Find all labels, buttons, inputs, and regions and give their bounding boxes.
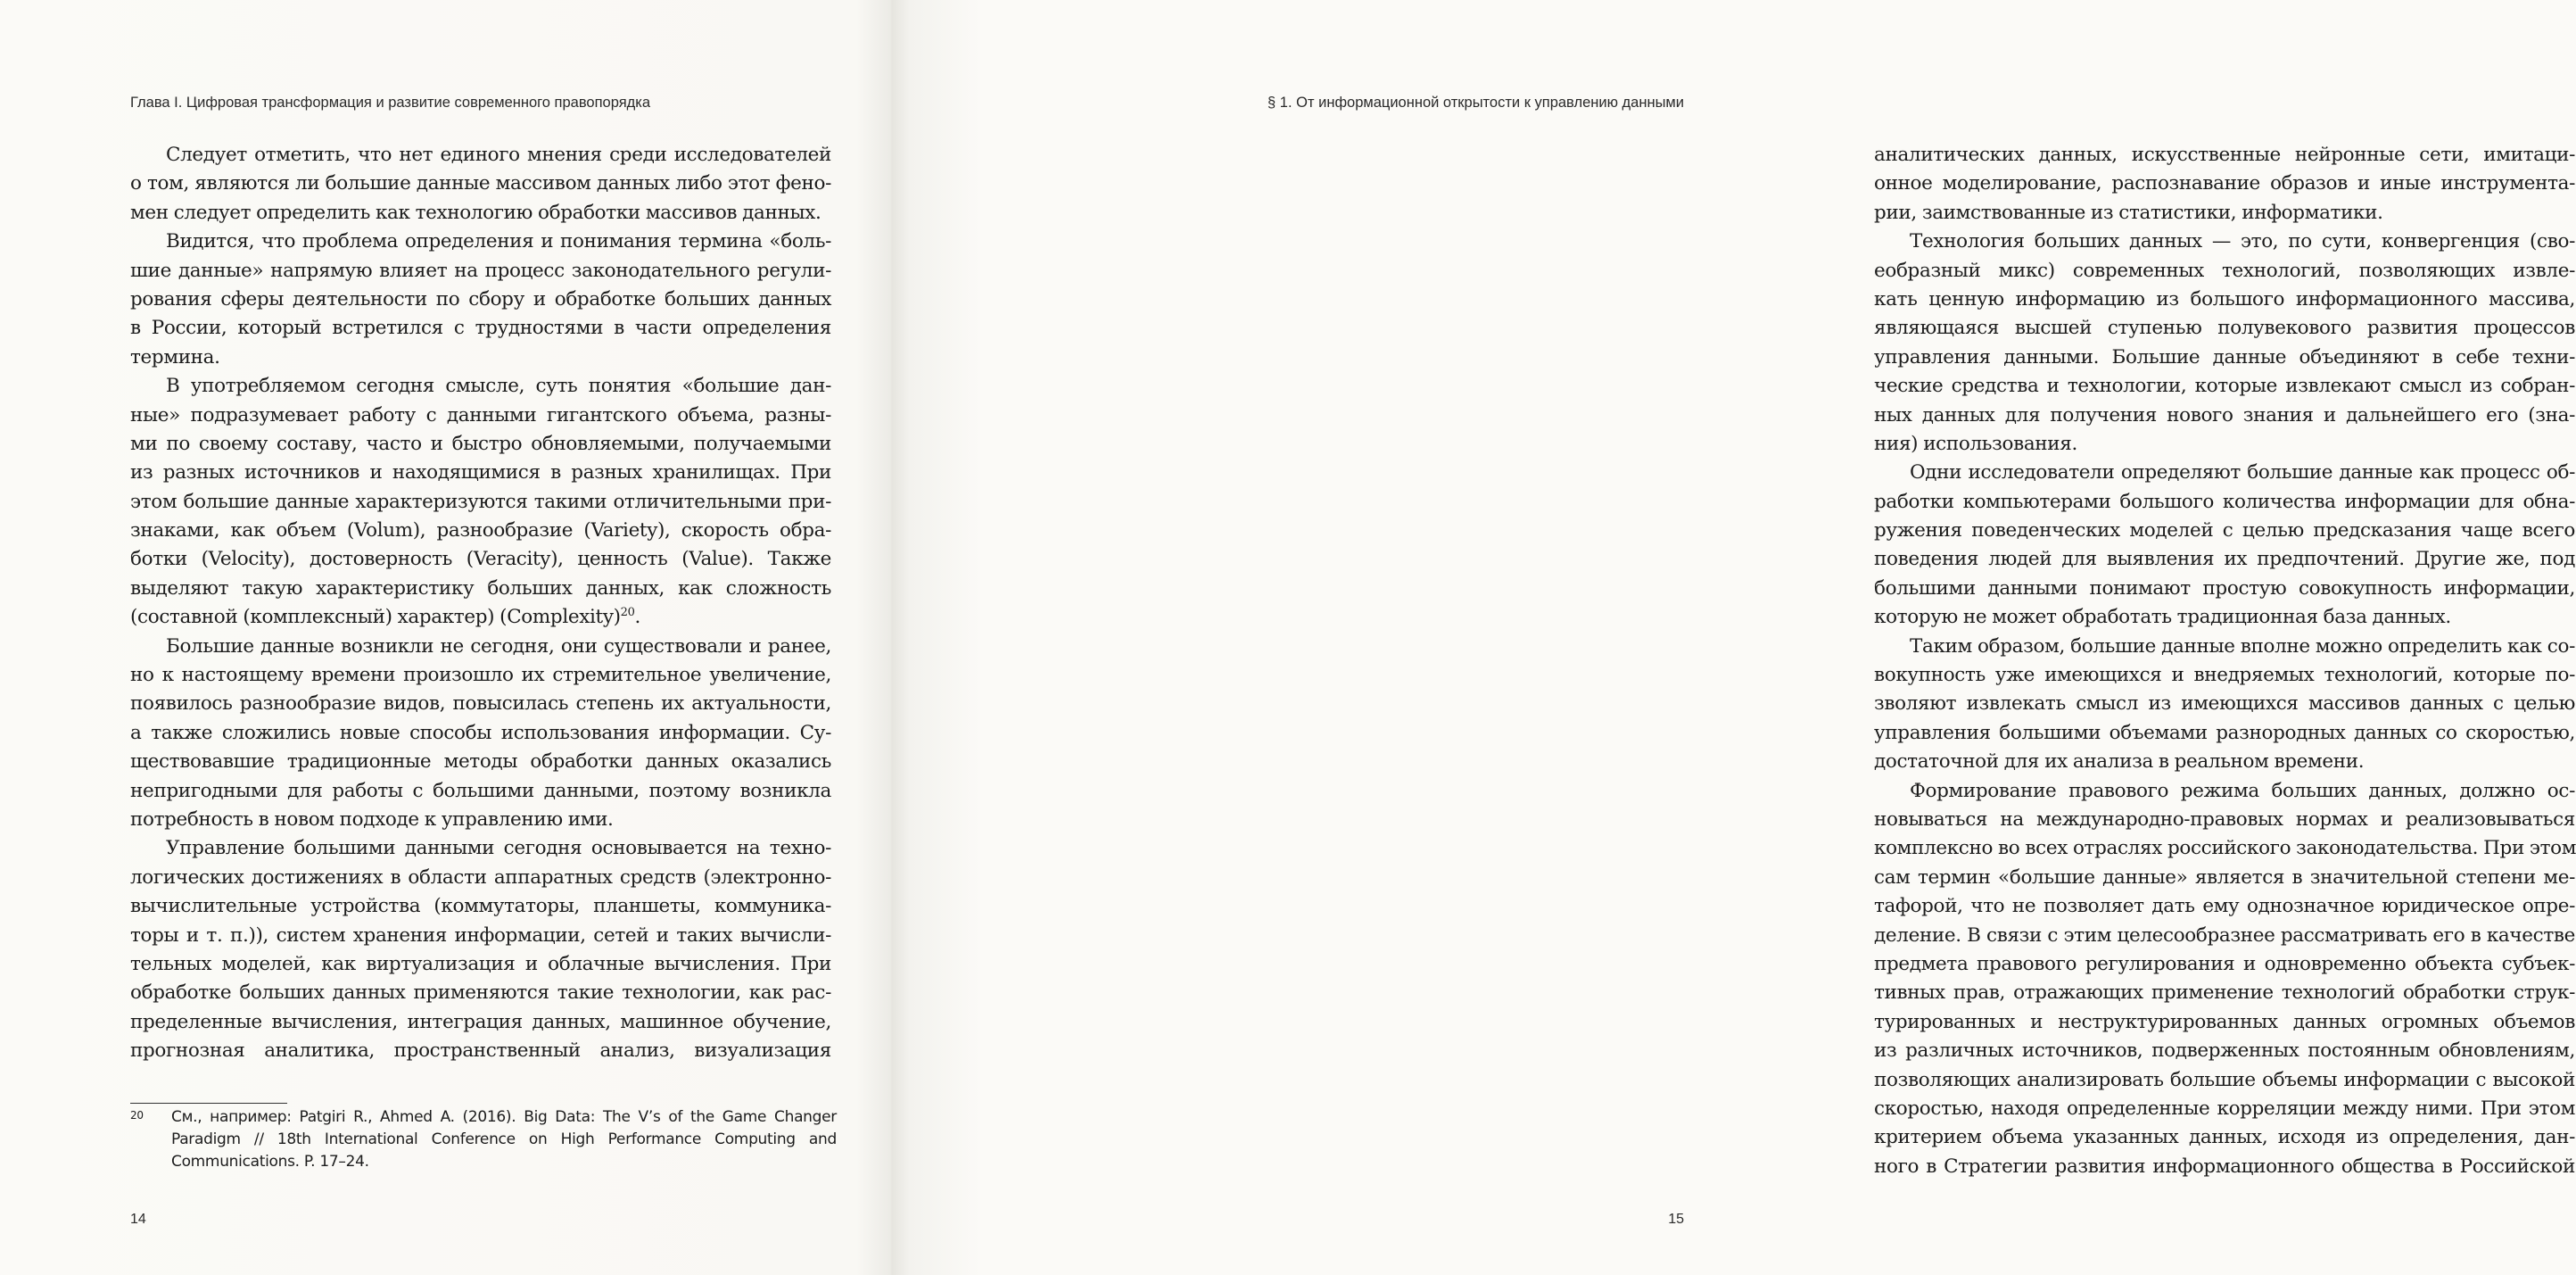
text-line xyxy=(130,199,831,228)
text-line xyxy=(130,257,831,286)
text-line-content: торы и т. п.)), систем хранения информации, сетей и таких вычисли- xyxy=(130,923,831,947)
footnote-line: Communications. P. 17–24. xyxy=(171,1153,369,1171)
text-line xyxy=(1874,1153,2575,1181)
text-line xyxy=(1874,459,2575,487)
left-page xyxy=(0,0,892,1275)
text-line-content: Видится, что проблема определения и понимания термина «боль- xyxy=(166,230,831,253)
right-running-head: § 1. От информационной открытости к управлению данными xyxy=(1267,95,1684,111)
text-line xyxy=(130,314,831,343)
text-line xyxy=(130,575,831,603)
text-line-content: ного в Стратегии развития информационного общества в Российской xyxy=(1874,1155,2575,1178)
text-line xyxy=(130,170,831,198)
text-line xyxy=(130,372,831,401)
text-line-content: ных данных для получения нового знания и дальнейшего его (зна- xyxy=(1874,403,2575,426)
text-line xyxy=(1874,344,2575,372)
left-running-head: Глава I. Цифровая трансформация и развитие современного правопорядка xyxy=(130,95,651,111)
text-line xyxy=(1874,199,2575,228)
text-line xyxy=(130,1008,831,1037)
text-line xyxy=(1874,603,2575,632)
text-line xyxy=(1874,661,2575,690)
text-line-content: скоростью, находя определенные корреляции между ними. При этом xyxy=(1874,1097,2575,1120)
text-line-content: выделяют такую характеристику больших данных, как сложность xyxy=(130,576,831,600)
text-line xyxy=(130,459,831,487)
text-line-content: ческие средства и технологии, которые извлекают смысл из собран- xyxy=(1874,375,2575,398)
text-line-content: ружения поведенческих моделей с целью предсказания чаще всего xyxy=(1874,519,2575,542)
text-line-content: онное моделирование, распознавание образов и иные инструмента- xyxy=(1874,172,2575,195)
text-line xyxy=(130,141,831,170)
text-line-content: из различных источников, подверженных постоянным обновлениям, xyxy=(1874,1039,2575,1063)
text-line-content: предмета правового регулирования и одновременно объекта субъек- xyxy=(1874,952,2575,975)
text-line xyxy=(1874,314,2575,343)
text-line-content: шие данные» напрямую влияет на процесс законодательного регули- xyxy=(130,259,831,282)
footnote-rule xyxy=(130,1103,287,1104)
footnote-line: См., например: Patgiri R., Ahmed A. (2016). Big Data: The V’s of the Game Changer xyxy=(171,1108,837,1126)
text-line-content: Одни исследователи определяют большие данные как процесс об- xyxy=(1910,461,2575,484)
text-line-content: ми по своему составу, часто и быстро обновляемыми, получаемыми xyxy=(130,432,831,455)
text-line xyxy=(130,1037,831,1065)
text-line xyxy=(1874,719,2575,748)
text-line-content: поведения людей для выявления их предпочтений. Другие же, под xyxy=(1874,548,2575,571)
text-line-content: большими данными понимают простую совокупность информации, xyxy=(1874,576,2575,600)
text-line-content: турированных и неструктурированных данных огромных объемов xyxy=(1874,1010,2575,1033)
text-line-content: обработке больших данных применяются такие технологии, как рас- xyxy=(130,981,831,1005)
text-line xyxy=(130,690,831,718)
text-line-content: ществовавшие традиционные методы обработки данных оказались xyxy=(130,750,831,774)
text-line xyxy=(130,806,831,834)
text-line xyxy=(1874,545,2575,574)
text-line-content: еобразный микс) современных технологий, позволяющих извле- xyxy=(1874,259,2575,282)
text-line xyxy=(1874,1066,2575,1095)
footnote-line: Paradigm // 18th International Conference on High Performance Computing and xyxy=(171,1130,837,1148)
text-line xyxy=(130,286,831,314)
text-line xyxy=(130,488,831,517)
text-line xyxy=(130,402,831,430)
text-line xyxy=(1874,257,2575,286)
text-line xyxy=(130,661,831,690)
text-line-content: прогнозная аналитика, пространственный анализ, визуализация xyxy=(130,1039,831,1063)
text-line xyxy=(1874,950,2575,979)
text-line xyxy=(130,517,831,545)
text-line xyxy=(130,228,831,256)
text-line xyxy=(1874,575,2575,603)
text-line-content: являющаяся высшей ступенью полувекового развития процессов xyxy=(1874,317,2575,340)
text-line xyxy=(1874,633,2575,661)
text-line xyxy=(1874,1123,2575,1152)
text-line xyxy=(1874,1008,2575,1037)
text-line xyxy=(1874,806,2575,834)
text-line-content: новываться на международно-правовых нормах и реализовываться xyxy=(1874,807,2575,831)
text-line xyxy=(1874,372,2575,401)
text-line-content: Большие данные возникли не сегодня, они существовали и ранее, xyxy=(166,634,831,658)
text-line-content: Управление большими данными сегодня основывается на техно- xyxy=(166,837,831,860)
text-line-content: знаками, как объем (Volum), разнообразие (Variety), скорость обра- xyxy=(130,519,831,542)
right-body-text xyxy=(1874,141,2575,1181)
text-line xyxy=(1874,892,2575,921)
text-line xyxy=(1874,1095,2575,1123)
text-line xyxy=(130,922,831,950)
text-line-content: рования сферы деятельности по сбору и обработке больших данных xyxy=(130,287,831,310)
text-line-content: достаточной для их анализа в реальном времени. xyxy=(1874,750,2365,774)
right-page-number: 15 xyxy=(1668,1212,1684,1227)
text-line xyxy=(1874,170,2575,198)
text-line-content: управления данными. Большие данные объединяют в себе техни- xyxy=(1874,345,2575,368)
text-line-content: деление. В связи с этим целесообразнее рассматривать его в качестве xyxy=(1874,923,2575,947)
text-line-content: управления большими объемами разнородных данных со скоростью, xyxy=(1874,721,2575,744)
text-line xyxy=(1874,864,2575,892)
text-line xyxy=(1874,517,2575,545)
text-line xyxy=(1874,748,2575,776)
text-line-content: критерием объема указанных данных, исходя из определения, дан- xyxy=(1874,1126,2575,1149)
text-line xyxy=(130,748,831,776)
text-line xyxy=(130,834,831,863)
text-line-content: в России, который встретился с трудностями в части определения xyxy=(130,317,831,340)
text-line-content: непригодными для работы с большими данными, поэтому возникла xyxy=(130,779,831,802)
text-line-content: зволяют извлекать смысл из имеющихся массивов данных с целью xyxy=(1874,692,2575,716)
text-line xyxy=(130,950,831,979)
text-line-content: комплексно во всех отраслях российского законодательства. При этом xyxy=(1874,837,2576,860)
text-line-content: аналитических данных, искусственные нейронные сети, имитаци- xyxy=(1874,144,2575,166)
text-line-content: ные» подразумевает работу с данными гигантского объема, разны- xyxy=(130,403,831,426)
text-line-content: термина. xyxy=(130,345,220,368)
footnote-reference[interactable]: 20 xyxy=(620,606,635,620)
text-line-content: логических достижениях в области аппаратных средств (электронно- xyxy=(130,865,831,889)
text-line xyxy=(1874,690,2575,718)
text-line-content: из разных источников и находящимися в разных хранилищах. При xyxy=(130,461,831,484)
text-line xyxy=(1874,979,2575,1007)
text-line-content: тивных прав, отражающих применение технологий обработки струк- xyxy=(1874,981,2575,1005)
text-line xyxy=(1874,834,2575,863)
text-line-content: вычислительные устройства (коммутаторы, планшеты, коммуника- xyxy=(130,895,831,918)
left-body-text xyxy=(130,141,831,1066)
text-line xyxy=(130,864,831,892)
text-line-content: но к настоящему времени произошло их стремительное увеличение, xyxy=(130,664,831,687)
text-line-content: В употребляемом сегодня смысле, суть понятия «большие дан- xyxy=(166,375,831,398)
text-line xyxy=(1874,286,2575,314)
text-line-content: Формирование правового режима больших данных, должно ос- xyxy=(1910,779,2575,802)
text-line-content: Технология больших данных — это, по сути, конвергенция (сво- xyxy=(1910,230,2575,253)
text-line xyxy=(130,979,831,1007)
text-line xyxy=(130,777,831,806)
text-line xyxy=(130,892,831,921)
text-line-content: кать ценную информацию из большого информационного массива, xyxy=(1874,287,2575,310)
text-line xyxy=(130,719,831,748)
text-line xyxy=(130,545,831,574)
text-line-content: появилось разнообразие видов, повысилась степень их актуальности, xyxy=(130,692,831,716)
text-line xyxy=(1874,402,2575,430)
text-line-content: вокупность уже имеющихся и внедряемых технологий, которые по- xyxy=(1874,664,2575,687)
text-line-content: пределенные вычисления, интеграция данных, машинное обучение, xyxy=(130,1010,831,1033)
text-line-content: (составной (комплексный) характер) (Complexity) xyxy=(130,606,621,629)
text-line xyxy=(130,430,831,459)
text-line-content: о том, являются ли большие данные массивом данных либо этот фено- xyxy=(130,172,831,195)
text-line xyxy=(1874,141,2575,170)
text-line xyxy=(1874,488,2575,517)
text-line xyxy=(130,344,831,372)
text-line-content: Следует отметить, что нет единого мнения среди исследователей xyxy=(166,144,831,166)
text-line-content: мен следует определить как технологию обработки массивов данных. xyxy=(130,201,822,224)
text-line xyxy=(1874,777,2575,806)
text-line-content: позволяющих анализировать большие объемы информации с высокой xyxy=(1874,1068,2575,1091)
right-page xyxy=(892,0,2576,1275)
text-line-content: потребность в новом подходе к управлению ими. xyxy=(130,807,614,831)
text-line-content: этом большие данные характеризуются такими отличительными при- xyxy=(130,490,831,513)
footnote-number: 20 xyxy=(130,1109,144,1122)
text-line-content: тафорой, что не позволяет дать ему однозначное юридическое опре- xyxy=(1874,895,2575,918)
text-line-tail: . xyxy=(634,606,640,629)
text-line-content: сам термин «большие данные» является в значительной степени ме- xyxy=(1874,865,2575,889)
text-line-content: которую не может обработать традиционная база данных. xyxy=(1874,606,2451,629)
text-line-content: рии, заимствованные из статистики, информатики. xyxy=(1874,201,2383,224)
footnote xyxy=(130,1106,837,1173)
text-line-content: работки компьютерами большого количества информации для обна- xyxy=(1874,490,2575,513)
text-line xyxy=(130,603,831,632)
text-line xyxy=(1874,1037,2575,1065)
text-line xyxy=(1874,228,2575,256)
text-line-content: Таким образом, большие данные вполне можно определить как со- xyxy=(1910,634,2575,658)
left-page-number: 14 xyxy=(130,1212,146,1227)
text-line-content: ботки (Velocity), достоверность (Veracity), ценность (Value). Также xyxy=(130,548,831,571)
text-line xyxy=(130,633,831,661)
text-line-content: а также сложились новые способы использования информации. Су- xyxy=(130,721,831,744)
text-line-content: ния) использования. xyxy=(1874,432,2077,455)
text-line-content: тельных моделей, как виртуализация и облачные вычисления. При xyxy=(130,952,831,975)
text-line xyxy=(1874,430,2575,459)
text-line xyxy=(1874,922,2575,950)
